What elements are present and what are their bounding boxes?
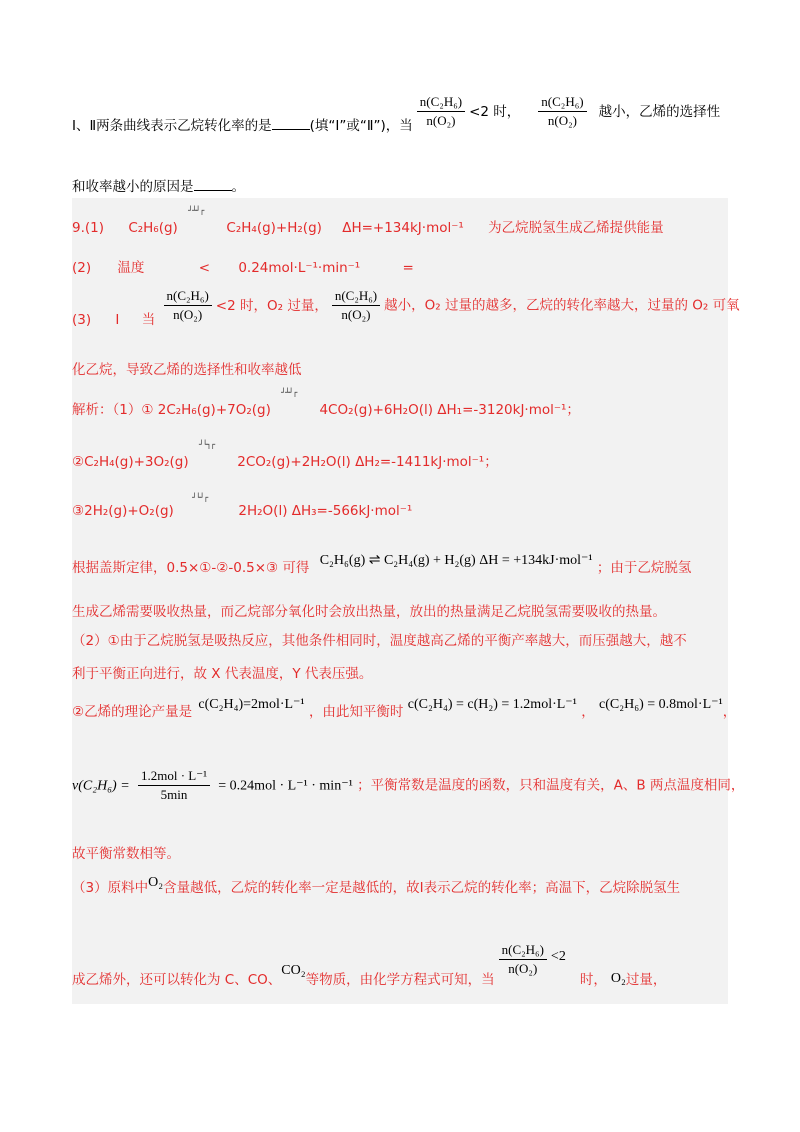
- rate-fraction: $\frac{\text{1.2mol · L⁻¹}}{5\min}$: [138, 768, 210, 803]
- analysis-p2-line1: [72, 629, 687, 649]
- question-lt2: <2 时，: [469, 103, 521, 120]
- reaction-condition-icon-2: ┘┴┘┌: [281, 388, 297, 397]
- question-suffix: 越小，乙烯的选择性: [598, 103, 721, 120]
- answer-9-2-c: 0.24mol·L⁻¹·min⁻¹: [238, 260, 361, 276]
- rate-tail: ；平衡常数是温度的函数，只和温度有关，A、B 两点温度相同，: [357, 777, 745, 794]
- analysis-p3-co2: CO₂: [281, 962, 306, 978]
- analysis-eq1: [72, 388, 580, 418]
- analysis-p3-lt: <2: [550, 948, 566, 964]
- analysis-p2-b: [72, 697, 737, 721]
- answer-9-1-comment: 为乙烷脱氢生成乙烯提供能量: [488, 220, 664, 236]
- analysis-p3-b: 含量越低，乙烷的转化率一定是越低的，故Ⅰ表示乙烷的转化率；高温下，乙烷除脱氢生: [163, 880, 681, 896]
- analysis-hess-a: 根据盖斯定律，0.5×①-②-0.5×③ 可得: [72, 560, 310, 576]
- analysis-rate-cont: [72, 842, 180, 862]
- analysis-p3-d: 等物质，由化学方程式可知，当: [305, 971, 495, 988]
- analysis-p3-f: 过量，: [625, 971, 667, 988]
- answer-9-2-b: <: [198, 260, 211, 276]
- analysis-hess-cont-text: 生成乙烯需要吸收热量，而乙烷部分氧化时会放出热量，放出的热量满足乙烷脱氢需要吸收的热量。: [72, 604, 666, 620]
- answer-9-2-d: =: [402, 260, 414, 276]
- answer-9-3-d: 越小，O₂ 过量的越多，乙烷的转化率越大，过量的 O₂ 可氧: [384, 297, 740, 314]
- analysis-hess: [72, 553, 692, 577]
- answer-blank-1[interactable]: [272, 129, 310, 130]
- answer-9-3-cont-text: 化乙烷，导致乙烯的选择性和收率越低: [72, 362, 302, 378]
- analysis-eq2: [72, 440, 498, 470]
- analysis-p3-line2: [72, 942, 667, 988]
- analysis-p2-b-eq2: c(C₂H₄) = c(H₂) = 1.2mol·L⁻¹: [407, 697, 577, 712]
- answer-9-2: [72, 256, 414, 276]
- answer-9-2-a: 温度: [117, 260, 145, 276]
- answer-9-3-c: <2 时，O₂ 过量，: [215, 297, 328, 314]
- question-prefix: Ⅰ、Ⅱ两条曲线表示乙烷转化率的是: [72, 117, 272, 134]
- analysis-hess-cont: [72, 600, 666, 620]
- analysis-eq2-a: ②C₂H₄(g)+3O₂(g): [72, 454, 189, 470]
- analysis-p3-c: 成乙烯外，还可以转化为 C、CO、: [72, 971, 282, 988]
- analysis-p2-b-eq1: c(C₂H₄)=2mol·L⁻¹: [198, 697, 305, 712]
- rate-lhs: v(C₂H₆) =: [72, 778, 130, 794]
- analysis-eq3: [72, 493, 413, 521]
- answer-9-1: [72, 206, 664, 236]
- analysis-p2-b-eq3: c(C₂H₆) = 0.8mol·L⁻¹: [598, 697, 723, 712]
- question-line-1: [72, 94, 720, 134]
- reaction-condition-icon-3: ┘└┐┌: [198, 440, 215, 449]
- answer-9-3-label: (3): [72, 311, 92, 328]
- answer-9-2-label: (2): [72, 260, 92, 276]
- answer-9-3-fraction: $\frac{\text{n(C₂H₆)}}{\text{n(O₂)}}$: [164, 288, 212, 323]
- analysis-head: 解析：（1）① 2C₂H₆(g)+7O₂(g): [72, 402, 271, 418]
- analysis-p3-o2: O₂: [148, 875, 164, 890]
- reaction-condition-icon: ┘┴┘┌: [188, 206, 204, 215]
- analysis-p3-a: （3）原料中: [72, 880, 149, 896]
- analysis-p3-o2b: O₂: [610, 970, 626, 986]
- answer-9-1-dh: ΔH=+134kJ·mol⁻¹: [342, 220, 464, 236]
- analysis-head-tail: 4CO₂(g)+6H₂O(l) ΔH₁=-3120kJ·mol⁻¹；: [319, 402, 580, 418]
- analysis-eq3-a: ③2H₂(g)+O₂(g): [72, 503, 174, 519]
- question-line-2-end: 。: [231, 179, 245, 195]
- answer-9-1-reactant: C₂H₆(g): [128, 220, 178, 236]
- analysis-p2-b-a: ②乙烯的理论产量是: [72, 704, 193, 720]
- ratio-fraction-2: $\frac{\text{n(C₂H₆)}}{\text{n(O₂)}}$: [538, 94, 586, 129]
- analysis-eq3-b: 2H₂O(l) ΔH₃=-566kJ·mol⁻¹: [238, 503, 413, 519]
- hess-equation: C₂H₆(g) ⇌ C₂H₄(g) + H₂(g) ΔH = +134kJ·mol⁻¹: [319, 553, 593, 568]
- rate-rhs: = 0.24mol · L⁻¹ · min⁻¹: [218, 778, 353, 794]
- answer-9-3-fraction-2: $\frac{\text{n(C₂H₆)}}{\text{n(O₂)}}$: [332, 288, 380, 323]
- analysis-p2-line2-text: 利于平衡正向进行，故 X 代表温度，Y 代表压强。: [72, 666, 373, 682]
- question-line-2-text: 和收率越小的原因是: [72, 179, 194, 195]
- answer-blank-2[interactable]: [194, 190, 232, 191]
- analysis-p2-line2: [72, 662, 372, 682]
- analysis-p2-b-d: ，: [722, 704, 737, 720]
- analysis-p3-e: 时，: [579, 971, 607, 988]
- answer-9-3-cont: [72, 358, 302, 378]
- analysis-p2-b-c: ，: [581, 704, 595, 720]
- analysis-p3-line1: [72, 876, 680, 897]
- answer-9-1-label: 9.(1): [72, 220, 105, 236]
- answer-9-1-products: C₂H₄(g)+H₂(g): [226, 220, 322, 236]
- answer-9-3: [72, 288, 740, 328]
- analysis-p3-fraction: $\frac{\text{n(C₂H₆)}}{\text{n(O₂)}}$: [499, 942, 547, 977]
- analysis-eq2-b: 2CO₂(g)+2H₂O(l) ΔH₂=-1411kJ·mol⁻¹；: [237, 454, 498, 470]
- answer-9-3-b: 当: [141, 311, 156, 328]
- analysis-rate: [72, 768, 744, 803]
- question-fill-hint: (填“Ⅰ”或“Ⅱ”)，当: [309, 117, 413, 134]
- reaction-condition-icon-4: ┘└┘┌: [192, 493, 208, 502]
- analysis-rate-cont-text: 故平衡常数相等。: [72, 846, 180, 862]
- analysis-p2-line1-text: （2）①由于乙烷脱氢是吸热反应，其他条件相同时，温度越高乙烯的平衡产率越大，而压强越大，越不: [72, 633, 687, 649]
- analysis-hess-b: ；由于乙烷脱氢: [596, 560, 692, 576]
- ratio-fraction-1: $\frac{\text{n(C₂H₆)}}{\text{n(O₂)}}$: [417, 94, 465, 129]
- analysis-p2-b-b: ，由此知平衡时: [308, 704, 404, 720]
- question-line-2: [72, 175, 245, 195]
- answer-9-3-a: Ⅰ: [115, 311, 120, 328]
